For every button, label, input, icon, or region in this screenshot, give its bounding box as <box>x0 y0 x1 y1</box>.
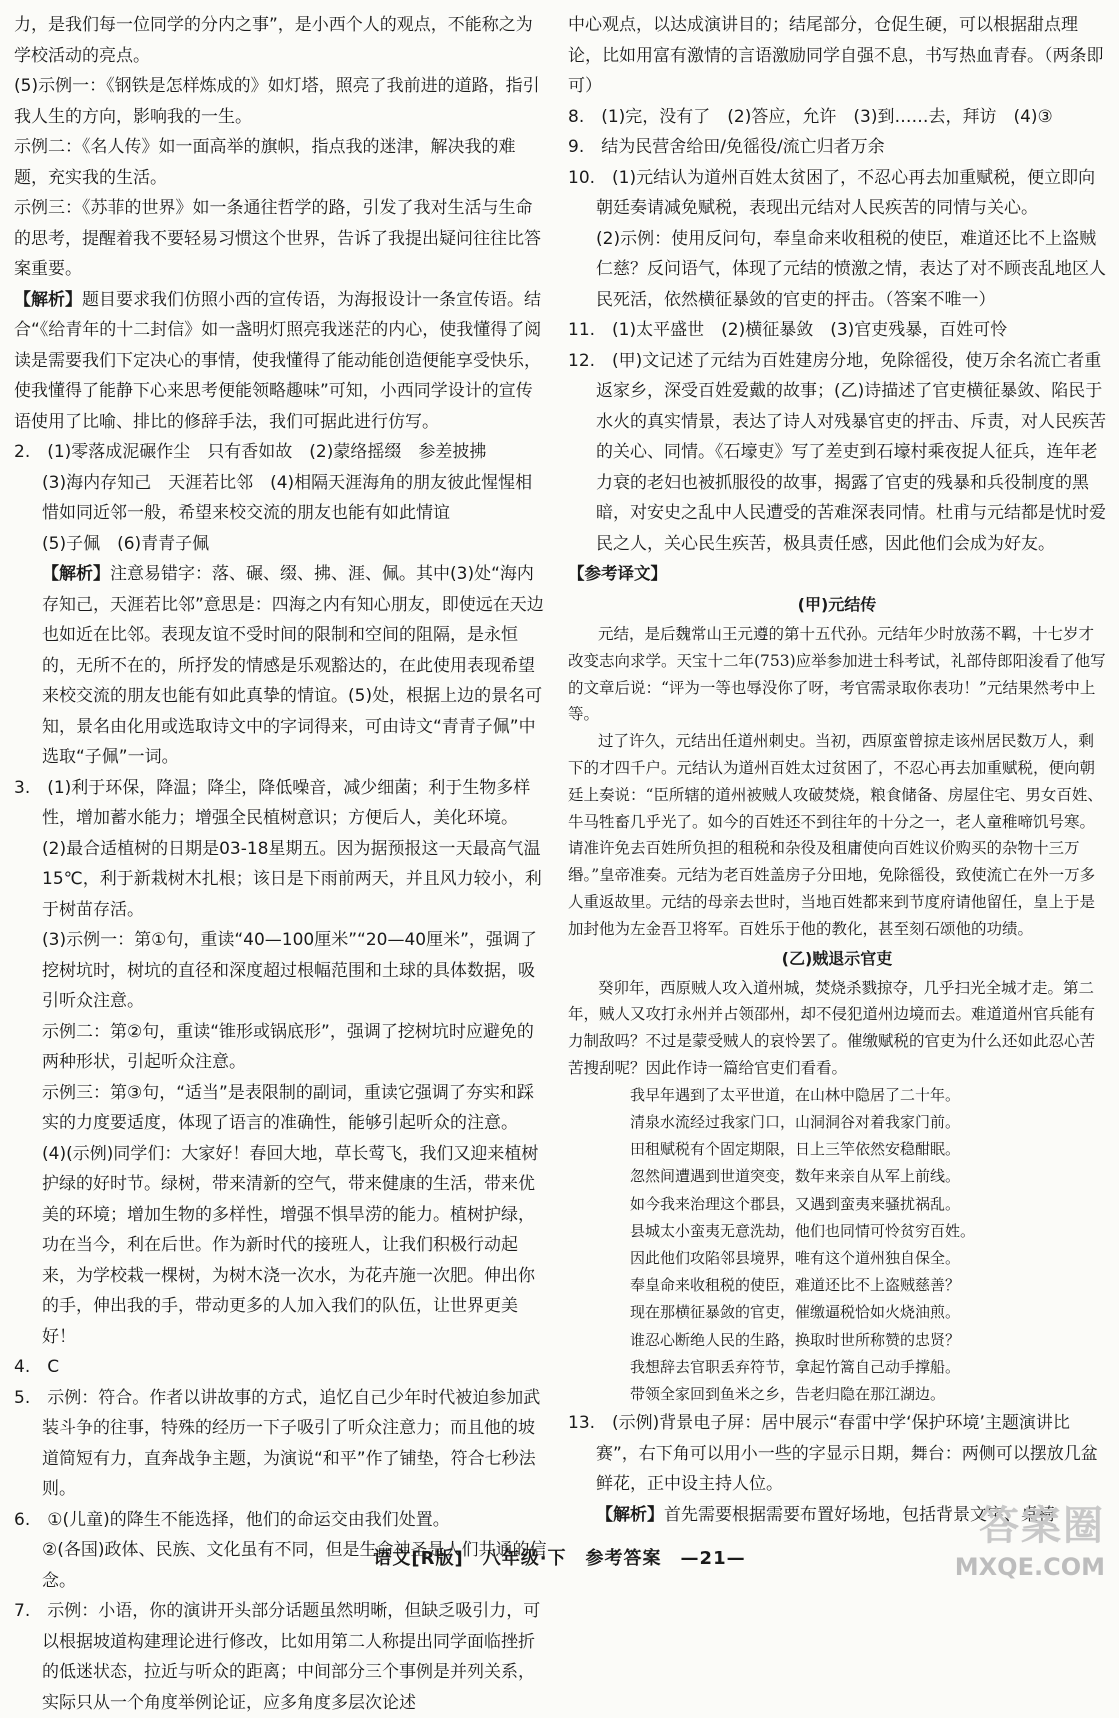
answer-paragraph <box>568 346 1106 560</box>
answer-text: (4)(示例)同学们：大家好！春回大地，草长莺飞，我们又迎来植树护绿的好时节。绿树，带来清新的空气，带来健康的生活，带来优美的环境；增加生物的多样性，增强不惧旱涝的能力。植树护绿，功在当今，利在后世。作为新时代的接班人，让我们积极行动起来，为学校栽一棵树，为树木浇一次水，为花卉施一次肥。伸出你的手，伸出我的手，带动更多的人加入我们的队伍，让世界更美好！ <box>42 1143 539 1347</box>
left-column <box>14 10 549 1718</box>
answer-paragraph <box>14 1383 549 1505</box>
answer-text: (3)示例一：第①句，重读“40—100厘米”“20—40厘米”，强调了挖树坑时，树坑的直径和深度超过根幅范围和土球的具体数据，吸引听众注意。 <box>42 930 537 1011</box>
answer-text: 12. (甲)文记述了元结为百姓建房分地，免除徭役，使万余名流亡者重返家乡，深受百姓爱戴的故事；(乙)诗描述了官吏横征暴敛、陷民于水火的真实情景，表达了诗人对残暴官吏的抨击、斥责，对人民疾苦的关心、同情。《石壕吏》写了差吏到石壕村乘夜捉人征兵，连年老力衰的老妇也被抓服役的故事，揭露了官吏的残暴和兵役制度的黑暗，对安史之乱中人民遭受的苦难深表同情。杜甫与元结都是忧时爱民之人，关心民生疾苦，极具责任感，因此他们会成为好友。 <box>568 350 1106 554</box>
answer-paragraph <box>14 1352 549 1383</box>
answer-paragraph <box>14 1139 549 1353</box>
answer-text: 5. 示例：符合。作者以讲故事的方式，追忆自己少年时代被迫参加武装斗争的往事，特殊的经历一下子吸引了听众注意力；而且他的坡道简短有力，直奔战争主题，为演说“和平”作了铺垫，符合七秒法则。 <box>14 1387 541 1499</box>
answer-paragraph <box>568 163 1106 224</box>
poem-line: 忽然间遭遇到世道突变，数年来亲自从军上前线。 <box>630 1167 961 1186</box>
answer-text: 9. 结为民营舍给田/免徭役/流亡归者万余 <box>568 137 885 157</box>
analysis-tag: 【解析】 <box>42 564 110 584</box>
answer-paragraph <box>14 834 549 926</box>
watermark-logo: 答案圈 <box>979 1503 1105 1549</box>
answer-text: 首先需要根据需要布置好场地，包括背景文字、桌椅 <box>664 1504 1055 1525</box>
answer-text: 示例二：《名人传》如一面高举的旗帜，指点我的迷津，解决我的难题，充实我的生活。 <box>14 137 516 188</box>
answer-paragraph <box>568 315 1106 346</box>
poem-line: 因此他们攻陷邻县境界，唯有这个道州独自保全。 <box>630 1248 961 1267</box>
answer-text: 4. C <box>14 1357 60 1377</box>
translation-section <box>568 559 1106 1408</box>
translation-heading: 【参考译文】 <box>568 564 667 583</box>
answer-text: (3)海内存知己 天涯若比邻 (4)相隔天涯海角的朋友彼此惺惺相惜如同近邻一般，希望来校交流的朋友也能有如此情谊 <box>42 472 533 523</box>
answer-text: 8. (1)完，没有了 (2)答应，允许 (3)到……去，拜访 (4)③ <box>568 106 1053 127</box>
answer-text: ②(各国)政体、民族、文化虽有不同，但是生命神圣是人们共通的信念。 <box>42 1540 547 1591</box>
answer-paragraph <box>14 468 549 529</box>
right-answers <box>568 10 1106 559</box>
answer-paragraph <box>14 71 549 132</box>
poem-line: 田租赋税有个固定期限，日上三竿依然安稳酣眠。 <box>630 1140 961 1159</box>
poem-line: 谁忍心断绝人民的生路，换取时世所称赞的忠贤？ <box>630 1330 961 1349</box>
answer-paragraph <box>568 1408 1106 1500</box>
answer-text: 示例三：《苏菲的世界》如一条通往哲学的路，引发了我对生活与生命的思考，提醒着我不要轻易习惯这个世界，告诉了我提出疑问往往比答案重要。 <box>14 198 541 279</box>
answer-paragraph <box>14 1017 549 1078</box>
translation-a <box>568 621 1106 943</box>
analysis-tag: 【解析】 <box>596 1504 664 1525</box>
answer-paragraph <box>14 529 549 560</box>
translation-paragraph: 癸卯年，西原贼人攻入道州城，焚烧杀戮掠夺，几乎扫光全城才走。第二年，贼人又攻打永州并占领邵州，却不侵犯道州边境而去。难道道州官兵能有力制敌吗？不过是蒙受贼人的哀怜罢了。催缴赋税的官吏为什么还如此忍心苦苦搜刮呢？因此作诗一篇给官吏们看看。 <box>568 978 1096 1077</box>
answer-paragraph <box>568 102 1106 133</box>
answer-text: 示例三：第③句，“适当”是表限制的副词，重读它强调了夯实和踩实的力度要适度，体现了语言的准确性，能够引起听众的注意。 <box>42 1082 534 1133</box>
answer-text: 7. 示例：小语，你的演讲开头部分话题虽然明晰，但缺乏吸引力，可以根据坡道构建理论进行修改，比如用第二人称提出同学面临挫折的低迷状态，拉近与听众的距离；中间部分三个事例是并列关系，实际只从一个角度举例论证，应多角度多层次论述 <box>14 1601 541 1713</box>
answer-text: 11. (1)太平盛世 (2)横征暴敛 (3)官吏残暴，百姓可怜 <box>568 320 1008 340</box>
answer-paragraph <box>14 773 549 834</box>
poem-line: 我早年遇到了太平世道，在山林中隐居了二十年。 <box>630 1085 961 1104</box>
answer-text: 题目要求我们仿照小西的宣传语，为海报设计一条宣传语。结合“《给青年的十二封信》如一盏明灯照亮我迷茫的内心，使我懂得了阅读是需要我们下定决心的事情，使我懂得了能动能创造便能享受快乐，使我懂得了能静下心来思考便能领略趣味”可知，小西同学设计的宣传语使用了比喻、排比的修辞手法，我们可据此进行仿写。 <box>14 289 542 432</box>
poem-line: 县城太小蛮夷无意洗劫，他们也同情可怜贫穷百姓。 <box>630 1221 976 1240</box>
answer-paragraph <box>14 193 549 285</box>
answer-paragraph <box>568 10 1106 102</box>
answer-text: 示例二：第②句，重读“锥形或锅底形”，强调了挖树坑时应避免的两种形状，引起听众注意。 <box>42 1021 534 1072</box>
answer-text: 10. (1)元结认为道州百姓太贫困了，不忍心再去加重赋税，便立即向朝廷奏请减免赋税，表现出元结对人民疾苦的同情与关心。 <box>568 167 1096 218</box>
answer-text: (2)最合适植树的日期是03-18星期五。因为据预报这一天最高气温15℃，利于新栽树木扎根；该日是下雨前两天，并且风力较小，利于树苗存活。 <box>42 838 542 920</box>
answer-text: 力，是我们每一位同学的分内之事”，是小西个人的观点，不能称之为学校活动的亮点。 <box>14 15 533 66</box>
translation-paragraph: 过了许久，元结出任道州刺史。当初，西原蛮曾掠走该州居民数万人，剩下的才四千户。元结认为道州百姓太过贫困了，不忍心再去加重赋税，便向朝廷上奏说：“臣所辖的道州被贼人攻破焚烧，粮食储备、房屋住宅、男女百姓、牛马牲畜几乎光了。如今的百姓还不到往年的十分之一，老人童稚啼饥号寒。请准许免去百姓所负担的租税和杂役及租庸使向百姓议价购买的杂物十三万缗。”皇帝准奏。元结为老百姓盖房子分田地，免除徭役，致使流亡在外一万多人重返故里。元结的母亲去世时，当地百姓都来到节度府请他留任，皇上于是加封他为左金吾卫将军。百姓乐于他的教化，甚至刻石颂他的功绩。 <box>568 732 1103 938</box>
translation-b <box>568 975 1106 1082</box>
poem-line: 现在那横征暴敛的官吏，催缴逼税恰如火烧油煎。 <box>630 1303 961 1322</box>
answer-paragraph <box>568 132 1106 163</box>
answer-text: 6. ①(儿童)的降生不能选择，他们的命运交由我们处置。 <box>14 1509 450 1530</box>
poem-line: 奉皇命来收租税的使臣，难道还比不上盗贼慈善？ <box>630 1276 961 1295</box>
translation-paragraph: 元结，是后魏常山王元遵的第十五代孙。元结年少时放荡不羁，十七岁才改变志向求学。天宝十二年(753)应举参加进士科考试，礼部侍郎阳浚看了他写的文章后说：“评为一等也辱没你了呀，考官需录取你表功！”元结果然考中上等。 <box>568 625 1106 724</box>
right-column <box>568 10 1106 1530</box>
analysis-tag: 【解析】 <box>14 289 82 310</box>
answer-paragraph <box>14 925 549 1017</box>
poem-line: 清泉水流经过我家门口，山洞洞谷对着我家门前。 <box>630 1112 961 1131</box>
answer-text: 中心观点，以达成演讲目的；结尾部分，仓促生硬，可以根据甜点理论，比如用富有激情的言语激励同学自强不息，书写热血青春。（两条即可） <box>568 15 1104 96</box>
translation-title-a: (甲)元结传 <box>797 595 877 614</box>
answer-text: (2)示例：使用反问句，奉皇命来收租税的使臣，难道还比不上盗贼仁慈？反问语气，体现了元结的愤激之情，表达了对不顾丧乱地区人民死活，依然横征暴敛的官吏的抨击。（答案不唯一） <box>596 228 1106 310</box>
answer-text: (5)示例一：《钢铁是怎样炼成的》如灯塔，照亮了我前进的道路，指引我人生的方向，影响我的一生。 <box>14 76 540 127</box>
answer-paragraph <box>14 1596 549 1718</box>
answer-paragraph <box>14 1505 549 1536</box>
page-footer: 语文[R版] 八年级·下 参考答案 —21— <box>373 1548 746 1569</box>
poem-line: 我想辞去官职丢弃符节，拿起竹篙自己动手撑船。 <box>630 1357 961 1376</box>
answer-paragraph <box>14 10 549 71</box>
answer-text: 13. (示例)背景电子屏：居中展示“春雷中学‘保护环境’主题演讲比赛”，右下角可以用小一些的字显示日期，舞台：两侧可以摆放几盆鲜花，正中设主持人位。 <box>568 1413 1098 1495</box>
poem-line: 带领全家回到鱼米之乡，告老归隐在那江湖边。 <box>630 1384 946 1403</box>
answer-text: (5)子佩 (6)青青子佩 <box>42 533 210 554</box>
answer-paragraph <box>14 559 549 773</box>
answer-paragraph <box>14 437 549 468</box>
translation-title-b: (乙)贼退示官吏 <box>781 948 893 968</box>
answer-text: 3. (1)利于环保，降温；降尘，降低噪音，减少细菌；利于生物多样性，增加蓄水能力；增强全民植树意识；方便后人，美化环境。 <box>14 777 531 828</box>
watermark <box>900 1500 1105 1595</box>
watermark-url: MXQE.COM <box>954 1553 1105 1581</box>
answer-paragraph <box>14 285 549 438</box>
poem-translation <box>568 1082 1106 1408</box>
answer-paragraph <box>14 132 549 193</box>
answer-paragraph <box>14 1078 549 1139</box>
poem-line: 如今我来治理这个郡县，又遇到蛮夷来骚扰祸乱。 <box>630 1194 961 1213</box>
answer-paragraph <box>568 224 1106 316</box>
answer-text: 2. (1)零落成泥碾作尘 只有香如故 (2)蒙络摇缀 参差披拂 <box>14 442 487 462</box>
answer-text: 注意易错字：落、碾、缀、拂、涯、佩。其中(3)处“海内存知己，天涯若比邻”意思是：四海之内有知心朋友，即使远在天边也如近在比邻。表现友谊不受时间的限制和空间的阻隔，是永恒的，无所不在的，所抒发的情感是乐观豁达的，在此使用表现希望来校交流的朋友也能有如此真挚的情谊。(5)处，根据上边的景名可知，景名由化用或选取诗文中的字词得来，可由诗文“青青子佩”中选取“子佩”一词。 <box>42 564 544 767</box>
